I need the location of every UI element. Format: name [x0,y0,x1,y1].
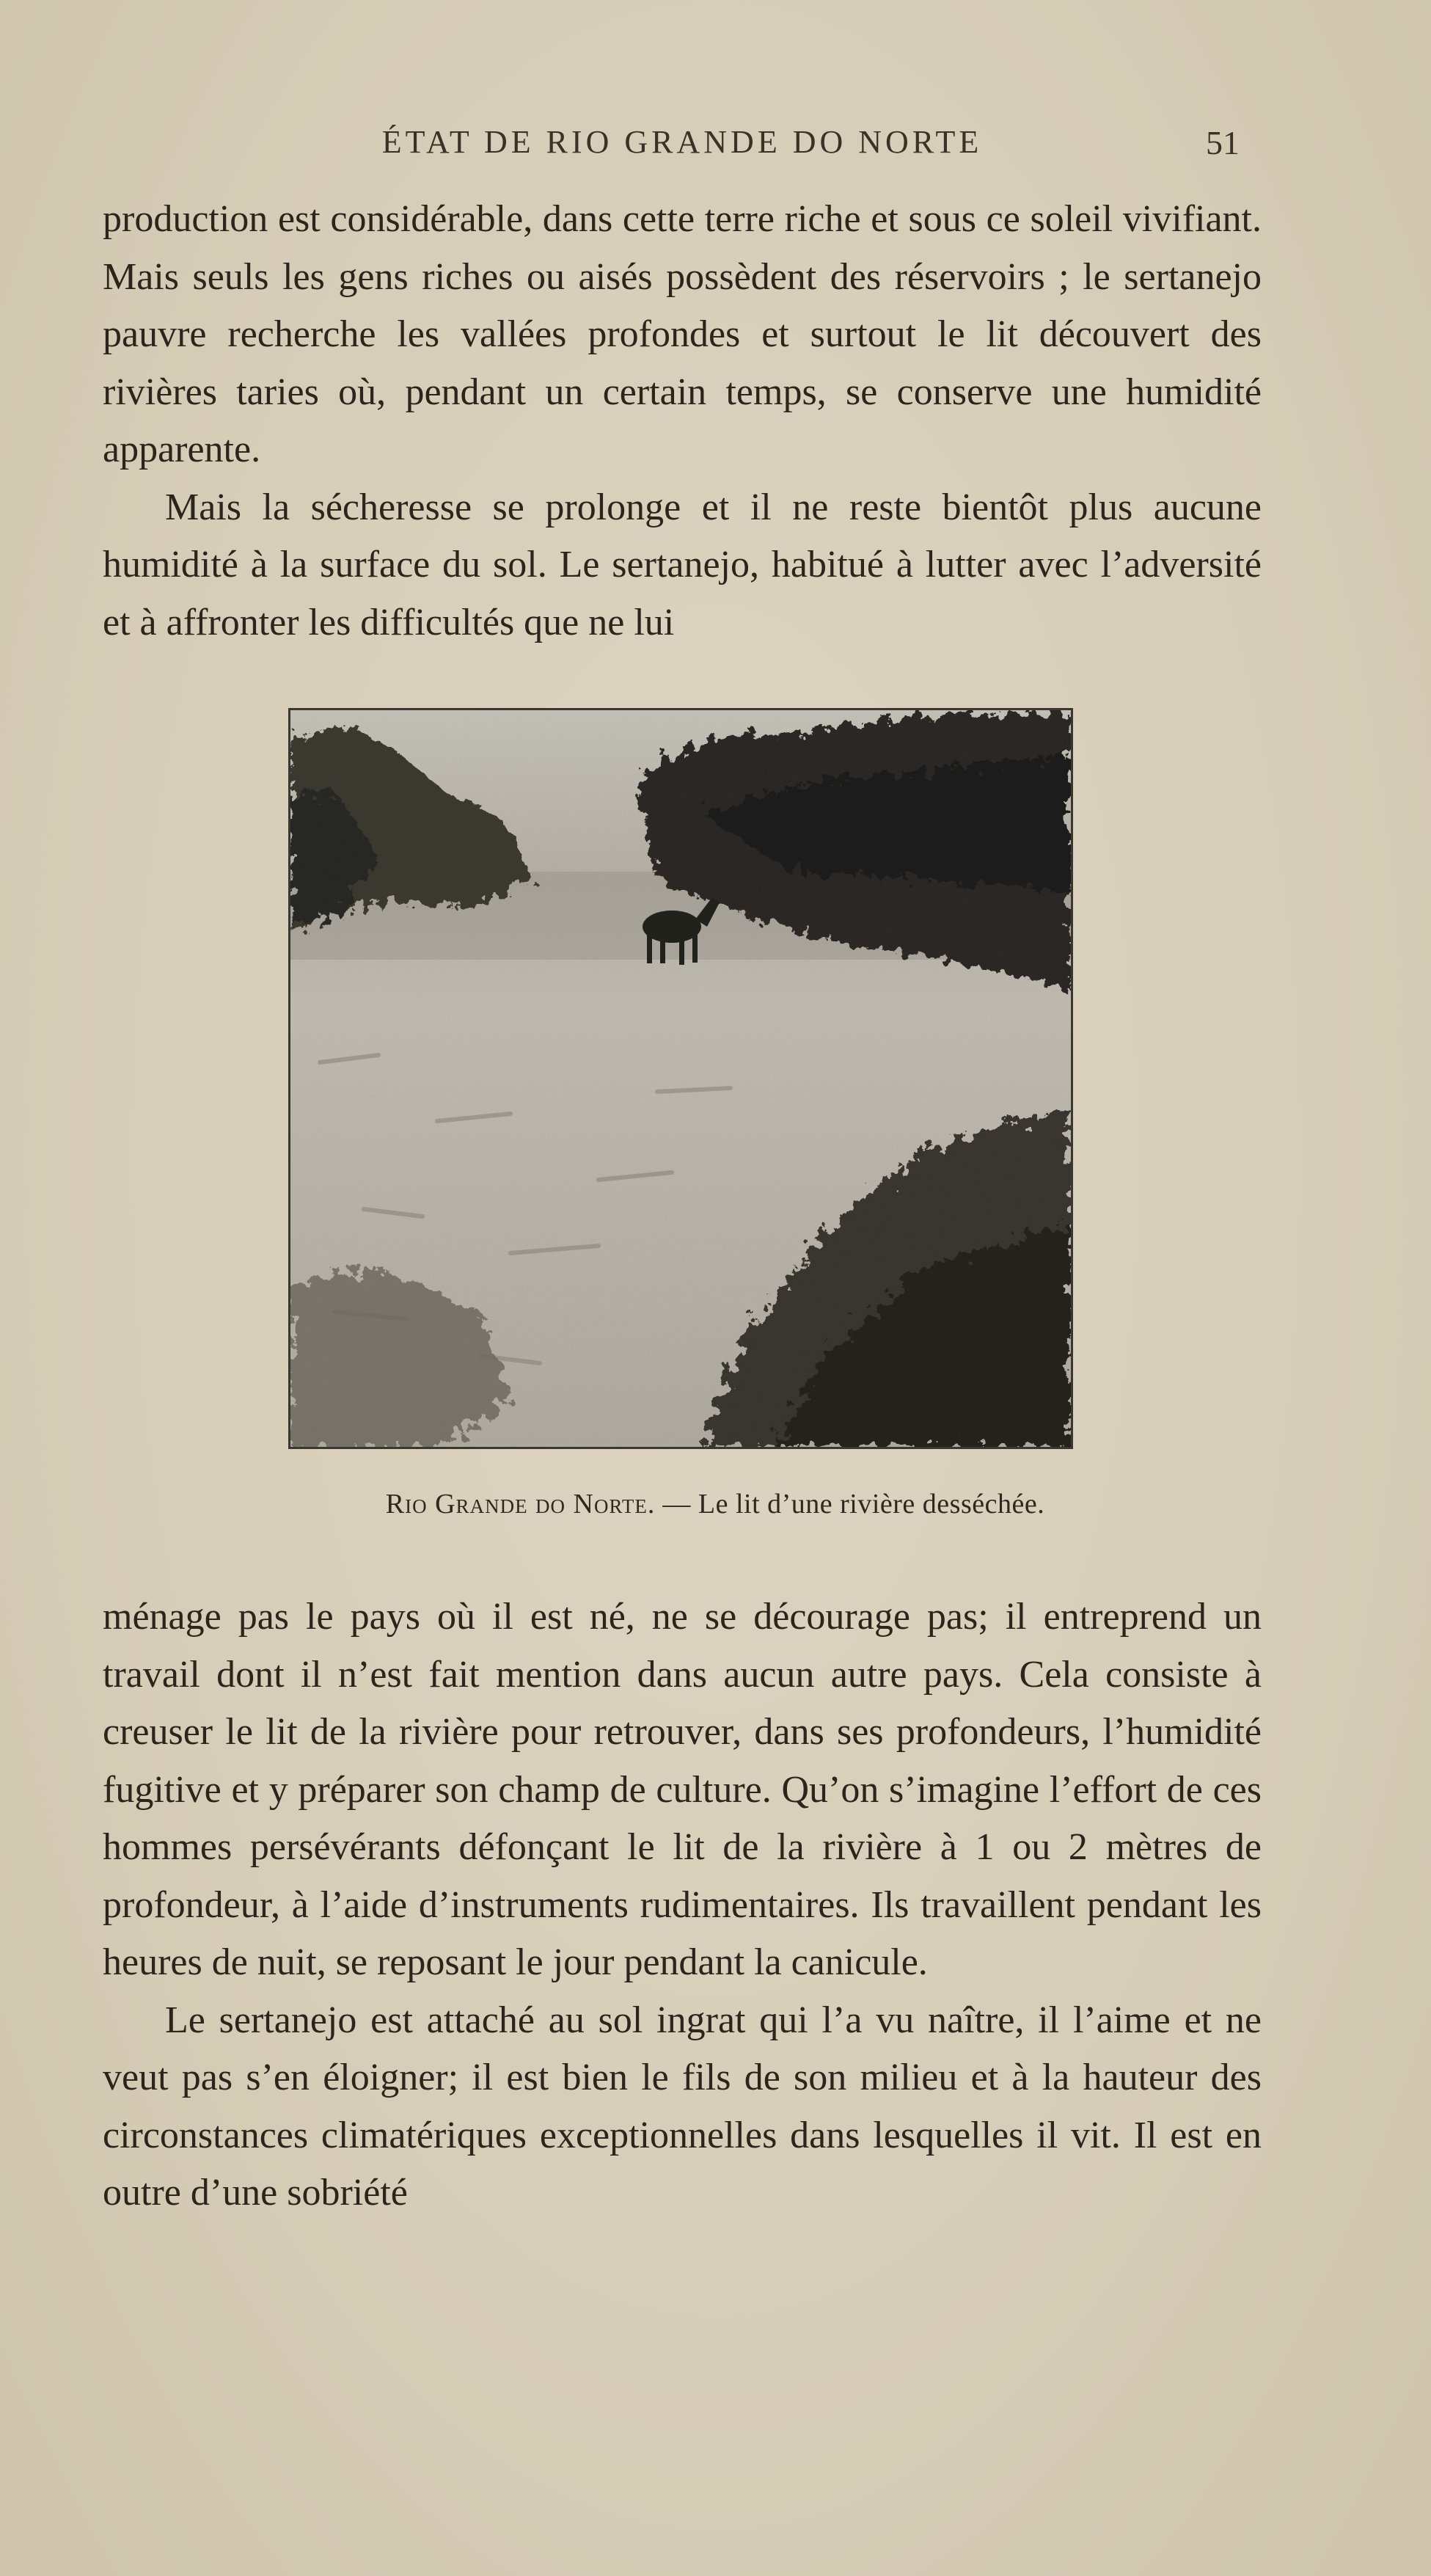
paragraph: Le sertanejo est attaché au sol ingrat qui l’a vu naître, il l’aime et ne veut pas s’en éloigner; il est bien le fils de son milieu et à la hauteur des circonstances climatériques exceptionnelles dans lesquelles il vit. Il est en outre d’une sobriété [103,1999,1262,2214]
body-text-bottom [103,1588,1262,2222]
running-head [103,123,1262,167]
paragraph: production est considérable, dans cette terre riche et sous ce soleil vivifiant. Mais seuls les gens riches ou aisés possèdent des réservoirs ; le sertanejo pauvre recherche les vallées profondes et surtout le lit découvert des rivières taries où, pendant un certain temps, se conserve une humidité apparente. [103,198,1262,470]
running-title: ÉTAT DE RIO GRANDE DO NORTE [381,124,983,160]
page-number: 51 [1206,124,1240,161]
photograph-dry-riverbed [288,708,1073,1449]
figure-caption [103,1488,1328,1520]
paragraph: Mais la sécheresse se prolonge et il ne reste bientôt plus aucune humidité à la surface du sol. Le sertanejo, habitué à lutter avec l’adversité et à affronter les difficultés que ne lui [103,486,1262,643]
caption-place: Rio Grande do Norte. [385,1489,656,1519]
paragraph: ménage pas le pays où il est né, ne se décourage pas; il entreprend un travail dont il n’est fait mention dans aucun autre pays. Cela consiste à creuser le lit de la rivière pour retrouver, dans ses profondeurs, l’humidité fugitive et y préparer son champ de culture. Qu’on s’imagine l’effort de ces hommes persévérants défonçant le lit de la rivière à 1 ou 2 mètres de profondeur, à l’aide d’instruments rudimentaires. Ils travaillent pendant les heures de nuit, se reposant le jour pendant la canicule. [103,1596,1262,1983]
body-text-top [103,191,1262,652]
caption-text: — Le lit d’une rivière desséchée. [655,1489,1045,1519]
